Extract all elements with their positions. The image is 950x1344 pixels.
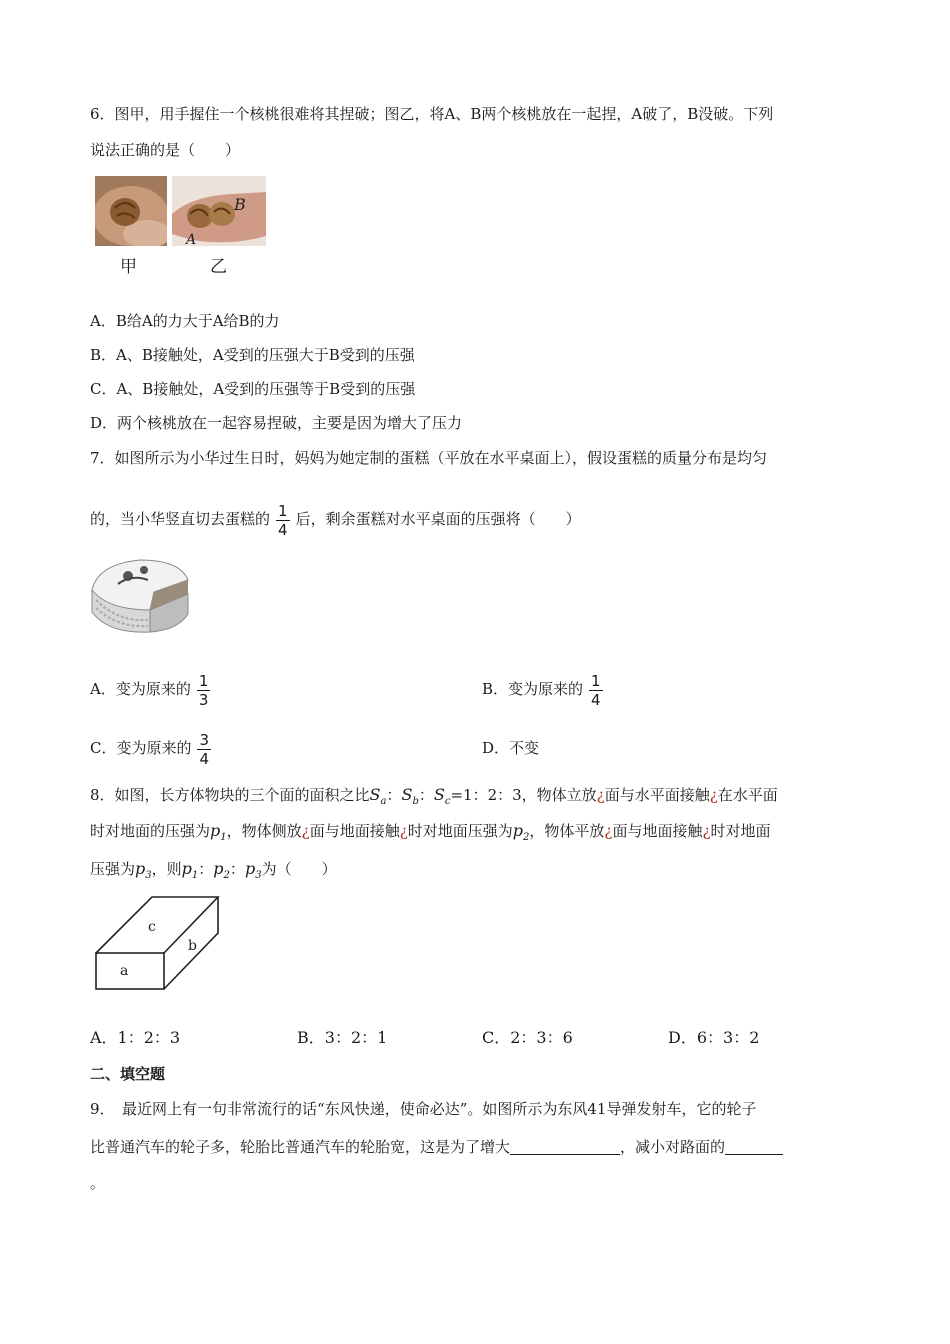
q8-stem-line3 xyxy=(90,859,337,886)
q8-ratio-text: =1：2：3，物体立放 xyxy=(450,786,597,804)
q8-l1-text-c: 在水平面 xyxy=(717,786,778,804)
q7-option-c-num: 3 xyxy=(199,730,210,749)
cuboid-diagram xyxy=(92,893,224,993)
q6-stem-line2: 说法正确的是（ ） xyxy=(90,141,241,159)
q8-invalid-char: ¿ xyxy=(301,822,310,840)
q7-option-c[interactable] xyxy=(90,726,217,770)
q8-colon-1: ： xyxy=(386,786,402,804)
q7-fraction-den: 4 xyxy=(278,520,288,539)
q8-stem-line2 xyxy=(90,821,771,848)
q8-stem-line1 xyxy=(90,785,778,812)
q8-p-sub-3: 3 xyxy=(255,870,262,881)
q7-option-a-num: 1 xyxy=(198,671,209,690)
q9-stem-line1: 9． 最近网上有一句非常流行的话“东风快递，使命必达”。如图所示为东风41导弹发射车，它的轮子 xyxy=(90,1100,757,1118)
q8-p-sub-1: 1 xyxy=(220,832,227,843)
q7-stem-text-pre: 的，当小华竖直切去蛋糕的 xyxy=(90,510,271,528)
q9-answer-blank-2[interactable] xyxy=(725,1140,783,1155)
q8-p-letter: p xyxy=(135,859,146,878)
q8-p-letter: p xyxy=(181,859,192,878)
q8-symbol-sc xyxy=(433,785,451,807)
fig-caption-jia: 甲 xyxy=(120,257,137,277)
q8-p-letter: p xyxy=(244,859,256,878)
q8-symbol-p3 xyxy=(135,859,152,881)
q6-option-a[interactable]: A．B给A的力大于A给B的力 xyxy=(90,312,280,330)
q9-l2-text-a: 比普通汽车的轮子多，轮胎比普通汽车的轮胎宽，这是为了增大 xyxy=(90,1138,511,1156)
q8-option-c[interactable]: C．2：3：6 xyxy=(482,1028,573,1047)
q8-symbol-sb xyxy=(401,785,419,807)
q8-l2-text-e: ，物体平放 xyxy=(529,822,605,840)
q7-option-d[interactable]: D．不变 xyxy=(482,739,540,757)
q8-option-a[interactable]: A．1：2：3 xyxy=(90,1028,181,1047)
q8-symbol-p2-b xyxy=(213,859,230,881)
q8-s-letter: S xyxy=(401,785,413,804)
q6-option-d[interactable]: D．两个核桃放在一起容易捏破，主要是因为增大了压力 xyxy=(90,414,463,432)
q8-p-sub-3: 3 xyxy=(145,870,152,881)
q8-l2-text-c: 面与地面接触 xyxy=(309,822,400,840)
q8-s-letter: S xyxy=(433,785,445,804)
q7-stem-line1: 7．如图所示为小华过生日时，妈妈为她定制的蛋糕（平放在水平桌面上），假设蛋糕的质量分布是均匀 xyxy=(90,449,768,467)
q6-option-b[interactable]: B．A、B接触处，A受到的压强大于B受到的压强 xyxy=(90,346,415,364)
cuboid-face-a: a xyxy=(120,963,129,979)
q9-l2-text-b: ，减小对路面的 xyxy=(620,1138,726,1156)
q9-answer-blank-1[interactable] xyxy=(510,1140,620,1155)
cake-photo xyxy=(88,550,194,638)
q8-invalid-char: ¿ xyxy=(604,822,613,840)
q8-p-letter: p xyxy=(213,859,224,878)
q7-fraction-num: 1 xyxy=(278,501,288,520)
walnut-label-a: A xyxy=(186,232,197,246)
q7-option-b-fraction xyxy=(589,672,603,709)
q8-colon-2: ： xyxy=(418,786,434,804)
fig-caption-yi: 乙 xyxy=(210,257,227,277)
q6-option-c[interactable]: C．A、B接触处，A受到的压强等于B受到的压强 xyxy=(90,380,416,398)
q7-option-c-text: C．变为原来的 xyxy=(90,739,192,757)
q8-s-sub-a: a xyxy=(380,796,387,807)
q8-p-letter: p xyxy=(210,821,221,840)
q7-fraction-cut xyxy=(276,502,290,539)
q8-symbol-p3-b xyxy=(244,859,262,881)
cuboid-face-b: b xyxy=(188,938,197,954)
q8-invalid-char: ¿ xyxy=(399,822,408,840)
q9-stem-line3: 。 xyxy=(90,1174,106,1192)
q7-option-a-text: A．变为原来的 xyxy=(90,680,191,698)
q8-l2-text-d: 时对地面压强为 xyxy=(407,822,513,840)
cuboid-face-c: c xyxy=(148,919,156,935)
q8-s-sub-b: b xyxy=(412,796,419,807)
q7-option-a[interactable] xyxy=(90,667,216,711)
q8-l1-text-b: 面与水平面接触 xyxy=(604,786,710,804)
q7-option-c-fraction xyxy=(197,731,211,768)
q6-stem-line1: 6．图甲，用手握住一个核桃很难将其捏破；图乙，将A、B两个核桃放在一起捏，A破了，B没破。下列 xyxy=(90,105,774,123)
walnut-hand-photo-yi xyxy=(172,176,266,246)
q8-invalid-char: ¿ xyxy=(709,786,718,804)
section-title-fill-blank: 二、填空题 xyxy=(90,1065,166,1083)
q8-l3-text-end: 为（ ） xyxy=(261,860,337,878)
q8-l3-text-b: ，则 xyxy=(151,860,182,878)
q8-symbol-p1 xyxy=(210,821,227,843)
q8-colon-4: ： xyxy=(229,860,245,878)
q7-option-a-fraction xyxy=(197,672,211,709)
q7-option-b-num: 1 xyxy=(591,671,601,690)
q8-p-letter: p xyxy=(512,821,524,840)
q7-option-a-den: 3 xyxy=(198,690,209,709)
q8-p-sub-1: 1 xyxy=(191,870,199,881)
q8-colon-3: ： xyxy=(198,860,214,878)
q7-option-b-text: B．变为原来的 xyxy=(482,680,584,698)
walnut-label-b: B xyxy=(234,195,246,214)
q8-s-sub-c: c xyxy=(444,796,451,807)
q8-invalid-char: ¿ xyxy=(596,786,605,804)
q8-p-sub-2: 2 xyxy=(223,870,230,881)
q7-stem-text-post: 后，剩余蛋糕对水平桌面的压强将（ ） xyxy=(295,510,581,528)
q8-l3-text-a: 压强为 xyxy=(90,860,136,878)
q8-p-sub-2: 2 xyxy=(523,832,530,843)
q8-l2-text-b: ，物体侧放 xyxy=(226,822,302,840)
q7-option-b[interactable] xyxy=(482,667,609,711)
q8-option-b[interactable]: B．3：2：1 xyxy=(297,1028,388,1047)
q8-l1-text-a: 8．如图，长方体物块的三个面的面积之比 xyxy=(90,786,370,804)
q8-symbol-sa xyxy=(369,785,387,807)
q8-invalid-char: ¿ xyxy=(702,822,711,840)
q8-s-letter: S xyxy=(369,785,381,804)
q8-option-d[interactable]: D．6：3：2 xyxy=(668,1028,760,1047)
q8-l2-text-a: 时对地面的压强为 xyxy=(90,822,211,840)
q7-option-c-den: 4 xyxy=(199,749,210,768)
q9-stem-line2 xyxy=(90,1137,783,1157)
walnut-hand-photo-jia xyxy=(95,176,167,246)
q8-l2-text-g: 时对地面 xyxy=(710,822,771,840)
q7-stem-line2 xyxy=(90,497,581,541)
q8-symbol-p1-b xyxy=(181,859,199,881)
q8-l2-text-f: 面与地面接触 xyxy=(612,822,703,840)
q7-option-b-den: 4 xyxy=(591,690,601,709)
q8-symbol-p2 xyxy=(512,821,530,843)
